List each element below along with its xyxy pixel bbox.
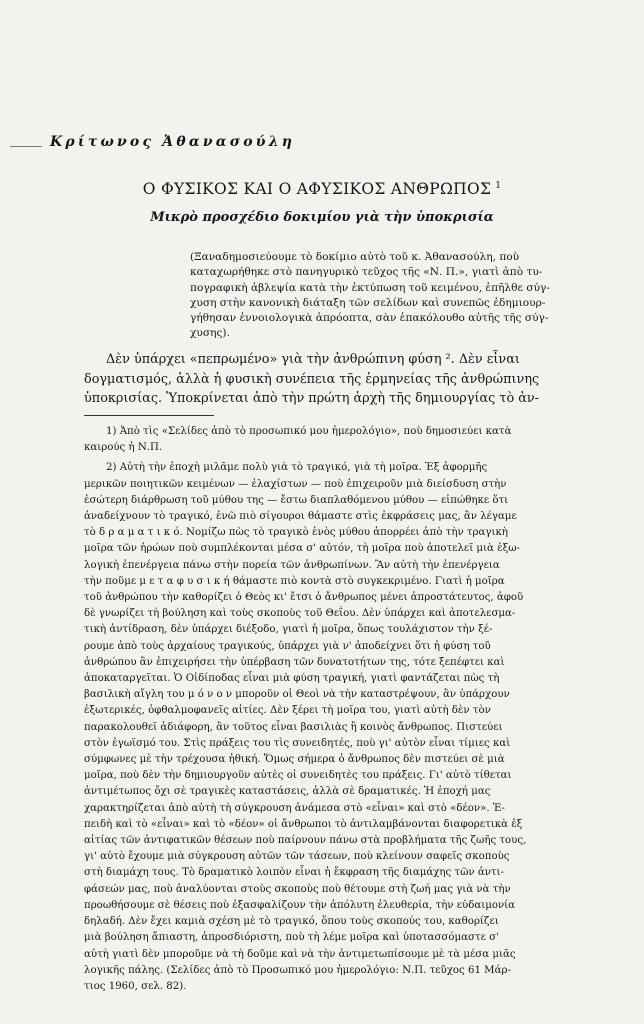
footnote-2-line: τὸ δ ρ α μ α τ ι κ ό. Νομίζω πὼς τὸ τραγικὸ ἑνὸς μύθου ἀπορρέει ἀπὸ τὴν τραγικὴ xyxy=(84,527,508,539)
footnote-1-line: 1) Ἀπὸ τὶς «Σελίδες ἀπὸ τὸ προσωπικό μου ἡμερολόγιο», ποὺ δημοσιεύει κατὰ xyxy=(106,426,512,437)
footnote-2-line: λογικὴ ἐπενέργεια πάνω στὴν πορεία τῶν ἀνθρωπίνων. Ἂν αὐτὴ τὴν ἐπενέργεια xyxy=(84,559,500,571)
body-line: ὑποκρισίας. Ὑποκρίνεται ἀπὸ τὴν πρώτη ἀρχὴ τῆς δημιουργίας τὸ ἀν- xyxy=(84,391,539,406)
footnote-2-line: στὸν ἐγωϊσμό του. Στὶς πράξεις του τὶς συνειδητές, ποὺ γι' αὐτὸν εἶναι τίμιες καὶ xyxy=(84,737,511,749)
editor-note-line: πογραφικὴ ἀβλεψία κατὰ τὴν ἐκτύπωση τοῦ κειμένου, ἐπῆλθε σύγ- xyxy=(190,281,550,294)
body-line: Δὲν ὑπάρχει «πεπρωμένο» γιὰ τὴν ἀνθρώπινη φύση ². Δὲν εἶναι xyxy=(106,352,520,367)
footnote-2-line: ἀναδείχνουν τὸ τραγικό, ἐνῶ πιὸ σίγουροι θάμαστε στὶς ἐκφράσεις μας, ἂν λέγαμε xyxy=(84,511,517,523)
footnote-2-line: στὴ διαμάχη τους. Τὸ δραματικὸ λοιπὸν εἶναι ἡ ἔκφραση τῆς διαμάχης τῶν ἀντι- xyxy=(84,867,504,879)
essay-subtitle: Μικρὸ προσχέδιο δοκιμίου γιὰ τὴν ὑποκρισία xyxy=(150,210,494,225)
body-line: δογματισμός, ἀλλὰ ἡ φυσικὴ συνέπεια τῆς ἑρμηνείας τῆς ἀνθρώπινης xyxy=(84,371,540,387)
footnote-2-line: ἀντιμέτωπος ὄχι σὲ τραγικὲς καταστάσεις, ἀλλὰ σὲ δραματικές. Ἡ ἐποχή μας xyxy=(84,786,491,798)
author-name: Κρίτωνος Ἀθανασούλη xyxy=(50,134,296,150)
footnote-2-line: ἀνθρώπου ἂν ἐπιχειρήσει τὴν ὑπέρβαση τῶν δυνατοτήτων της, τότε ξεπέφτει καὶ xyxy=(84,656,505,668)
footnote-2-line: ἐξωτερικές, ὀφθαλμοφανεῖς αἰτίες. Δὲν ξέρει τὴ μοῖρα του, γιατὶ αὐτὴ δὲν τὸν xyxy=(84,705,491,717)
editor-note xyxy=(190,250,590,342)
footnotes xyxy=(84,424,594,995)
footnote-1 xyxy=(84,424,594,456)
footnote-2-line: 2) Αὐτὴ τὴν ἐποχὴ μιλᾶμε πολὺ γιὰ τὸ τραγικό, γιὰ τὴ μοῖρα. Ἐξ ἀφορμῆς xyxy=(106,462,488,474)
editor-note-line: χυσης). xyxy=(190,327,230,340)
editor-note-line: γήθησαν ἐννοιολογικὰ ἀπρόοπτα, σὰν ἐπακόλουθο αὐτῆς τῆς σύγ- xyxy=(190,312,549,325)
footnote-2-line: τὴν ποῦμε μ ε τ α φ υ σ ι κ ή θάμαστε πιὸ κοντὰ στὸ συγκεκριμένο. Γιατὶ ἡ μοῖρα xyxy=(84,575,505,587)
essay-title xyxy=(0,180,644,198)
title-footnote-ref: 1 xyxy=(495,180,502,191)
footnote-2-line: προωθήσουμε σὲ θέσεις ποὺ ἐξασφαλίζουν τὴν ἀπόλυτη ἐλευθερία, τὴν εὐδαιμονία xyxy=(84,899,516,911)
editor-note-line: καταχωρήθηκε στὸ πανηγυρικὸ τεῦχος τῆς «Ν. Π.», γιατὶ ἀπὸ τυ- xyxy=(190,266,543,279)
footnote-2-line: τοῦ ἀνθρώπου τὴν καθορίζει ὁ Θεὸς κι' ἔτσι ὁ ἄνθρωπος μένει ἀπροστάτευτος, ἀφοῦ xyxy=(84,592,524,604)
editor-note-line: χυση στὴν κανονικὴ διάταξη τῶν σελίδων καὶ συνεπῶς ἐδημιουρ- xyxy=(190,296,546,309)
footnote-rule xyxy=(84,415,214,416)
footnote-2-line: ἐσώτερη διάρθρωση τοῦ μύθου της — ἔστω διαπλαθόμενου μύθου — εἰπώθηκε ὅτι xyxy=(84,494,509,506)
footnote-2-line: τιος 1960, σελ. 82). xyxy=(84,980,187,992)
footnote-2-line: αὐτὴ γιατὶ δὲν μποροῦμε νὰ τὴ δοῦμε καὶ νὰ τὴν ἀντιμετωπίσουμε μὲ τὰ μέσα μιᾶς xyxy=(84,948,516,960)
footnote-2-line: ἀποκαταργεῖται. Ὁ Οἰδίποδας εἶναι μιὰ φύση τραγική, γιατὶ φαντάζεται πὼς τὴ xyxy=(84,673,500,685)
footnote-2-line: γι' αὐτὸ ἔχουμε μιὰ σύγκρουση αὐτῶν τῶν τάσεων, ποὺ κλείνουν σαφεῖς σκοποὺς xyxy=(84,851,510,863)
footnote-2-line: βασιλικὴ αἴγλη του μ ό ν ο ν μποροῦν οἱ Θεοὶ νὰ τὴν καταστρέψουν, ἂν ὑπάρχουν xyxy=(84,689,510,701)
footnote-2-line: φάσεών μας, ποὺ ἀναλύονται στοὺς σκοποὺς ποὺ θέτουμε στὴ ζωή μας γιὰ νὰ τὴν xyxy=(84,883,511,895)
footnote-2-line: πειδὴ καὶ τὸ «εἶναι» καὶ τὸ «δέον» οἱ ἄνθρωποι τὸ ἀντιλαμβάνονται διαφορετικὰ ἐξ xyxy=(84,818,523,830)
footnote-2 xyxy=(84,460,594,995)
footnote-2-line: σύμφωνες μὲ τὴν τρέχουσα ἠθική. Ὅμως σήμερα ὁ ἄνθρωπος δὲν πιστεύει σὲ μιὰ xyxy=(84,754,505,766)
footnote-2-line: μοῖρα, ποὺ δὲν τὴν δημιουργοῦν αὐτὲς οἱ συνειδητὲς του πράξεις. Γι' αὐτὸ τίθεται xyxy=(84,770,512,782)
footnote-2-line: μιὰ βούληση ἄπιαστη, ἀπροσδιόριστη, ποὺ τὴ λέμε μοῖρα καὶ ὑποτασσόμαστε σ' xyxy=(84,932,499,944)
footnote-2-line: μοῖρα τῶν ἡρώων ποὺ συμπλέκονται μέσα σ' αὐτόν, τὴ μοῖρα ποὺ ἀποτελεῖ μιὰ ἐξω- xyxy=(84,543,520,555)
footnote-2-line: δὲ γνωρίζει τὴ βούληση καὶ τοὺς σκοποὺς τοῦ Θεΐου. Δὲν ὑπάρχει καὶ ἀποτελεσμα- xyxy=(84,608,516,620)
footnote-2-line: τικὴ ἀντίδραση, δὲν ὑπάρχει διέξοδο, γιατὶ ἡ μοῖρα, ὅπως τουλάχιστον τὴν ξέ- xyxy=(84,624,493,636)
footnote-1-line: καιρούς ἡ Ν.Π. xyxy=(84,442,163,454)
footnote-2-line: χαρακτηρίζεται ἀπὸ αὐτὴ τὴ σύγκρουση ἀνάμεσα στὸ «εἶναι» καὶ στὸ «δέον». Ἐ- xyxy=(84,802,505,814)
footnote-2-line: παρακολουθεῖ ἀδιάφορη, ἂν τοῦτος εἶναι βασιλιὰς ἢ κοινὸς ἄνθρωπος. Πιστεύει xyxy=(84,721,503,733)
margin-mark xyxy=(10,146,42,147)
footnote-2-line: αἰτίας τῶν ἀντιφατικῶν θέσεων ποὺ παίρνουν πάνω στὰ προβλήματα τῆς ζωῆς τους, xyxy=(84,835,527,847)
footnote-2-line: δηλαδή. Δὲν ἔχει καμιὰ σχέση μὲ τὸ τραγικό, ὅπου τοὺς σκοπούς του, καθορίζει xyxy=(84,916,499,928)
editor-note-line: (Ξαναδημοσιεύουμε τὸ δοκίμιο αὐτὸ τοῦ κ. Ἀθανασούλη, ποὺ xyxy=(190,251,520,263)
body-paragraph xyxy=(84,350,592,409)
footnote-2-line: μερικῶν ποιητικῶν κειμένων — ἐλαχίστων — ποὺ ἐπιχειροῦν μιὰ διείσδυση στὴν xyxy=(84,478,507,490)
footnote-2-line: ρουμε ἀπὸ τοὺς ἀρχαίους τραγικούς, ὑπάρχει γιὰ ν' ἀποδείχνει ὅτι ἡ φύση τοῦ xyxy=(84,640,491,652)
essay-title-text: Ο ΦΥΣΙΚΟΣ ΚΑΙ Ο ΑΦΥΣΙΚΟΣ ΑΝΘΡΩΠΟΣ xyxy=(142,180,492,198)
footnote-2-line: λογικῆς πάλης. (Σελίδες ἀπὸ τὸ Προσωπικό μου ἡμερολόγιο: Ν.Π. τεῦχος 61 Μάρ- xyxy=(84,964,511,976)
